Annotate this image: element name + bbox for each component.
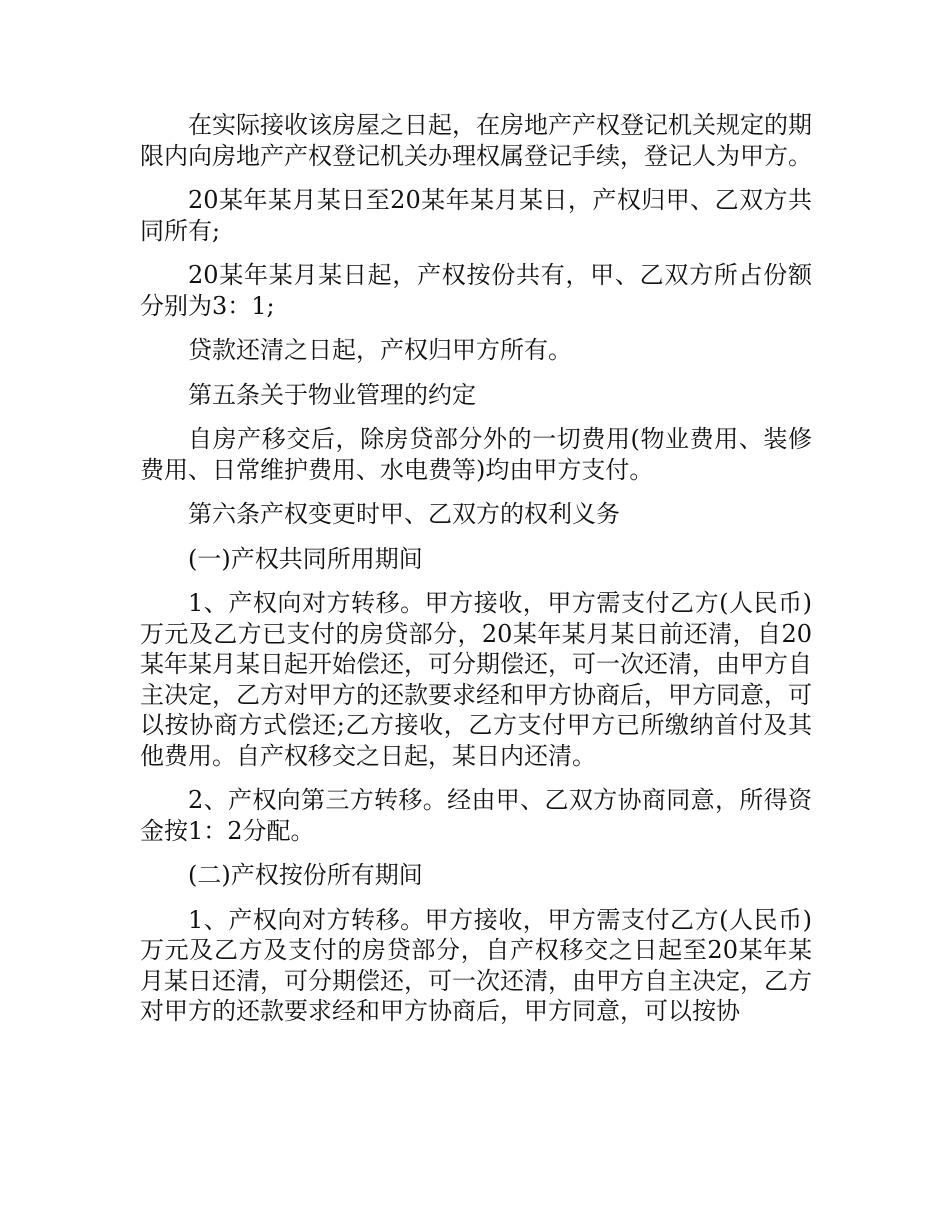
paragraph-gap xyxy=(140,246,812,260)
paragraph-share-ownership: 20某年某月某日起，产权按份共有，甲、乙双方所占份额分别为3：1; xyxy=(140,261,812,320)
paragraph-registration: 在实际接收该房屋之日起，在房地产产权登记机关规定的期限内向房地产产权登记机关办理权属登记手续，登记人为甲方。 xyxy=(140,111,812,170)
paragraph-transfer-to-counterparty-joint: 1、产权向对方转移。甲方接收，甲方需支付乙方(人民币)万元及乙方已支付的房贷部分，20某年某月某日前还清，自20某年某月某日起开始偿还，可分期偿还，可一次还清，由甲方自主决定，乙方对甲方的还款要求经和甲方协商后，甲方同意，可以按协商方式偿还;乙方接收，乙方支付甲方已所缴纳首付及其他费用。自产权移交之日起，某日内还清。 xyxy=(140,589,812,770)
paragraph-property-fees: 自房产移交后，除房贷部分外的一切费用(物业费用、装修费用、日常维护费用、水电费等)均由甲方支付。 xyxy=(140,425,812,484)
paragraph-gap xyxy=(140,366,812,380)
subsection-heading-share-period: (二)产权按份所有期间 xyxy=(188,861,423,889)
paragraph-transfer-to-third-party: 2、产权向第三方转移。经由甲、乙双方协商同意，所得资金按1：2分配。 xyxy=(140,786,812,845)
subsection-heading-joint-period: (一)产权共同所用期间 xyxy=(188,544,423,573)
paragraph-joint-ownership: 20某年某月某日至20某年某月某日，产权归甲、乙双方共同所有; xyxy=(140,186,812,245)
paragraph-gap xyxy=(140,485,812,499)
paragraph-loan-cleared: 贷款还清之日起，产权归甲方所有。 xyxy=(188,336,572,364)
paragraph-gap xyxy=(140,321,812,335)
paragraph-gap xyxy=(140,574,812,588)
paragraph-gap xyxy=(140,891,812,905)
paragraph-gap xyxy=(140,410,812,424)
section-heading-article-5: 第五条关于物业管理的约定 xyxy=(188,380,476,409)
paragraph-gap xyxy=(140,846,812,860)
paragraph-gap xyxy=(140,530,812,544)
paragraph-gap xyxy=(140,771,812,785)
paragraph-gap xyxy=(140,171,812,185)
paragraph-transfer-to-counterparty-share: 1、产权向对方转移。甲方接收，甲方需支付乙方(人民币)万元及乙方及支付的房贷部分，自产权移交之日起至20某年某月某日还清，可分期偿还，可一次还清，由甲方自主决定，乙方对甲方的还款要求经和甲方协商后，甲方同意，可以按协 xyxy=(140,905,812,1025)
section-heading-article-6: 第六条产权变更时甲、乙双方的权利义务 xyxy=(188,500,620,528)
document-page xyxy=(140,110,812,1027)
